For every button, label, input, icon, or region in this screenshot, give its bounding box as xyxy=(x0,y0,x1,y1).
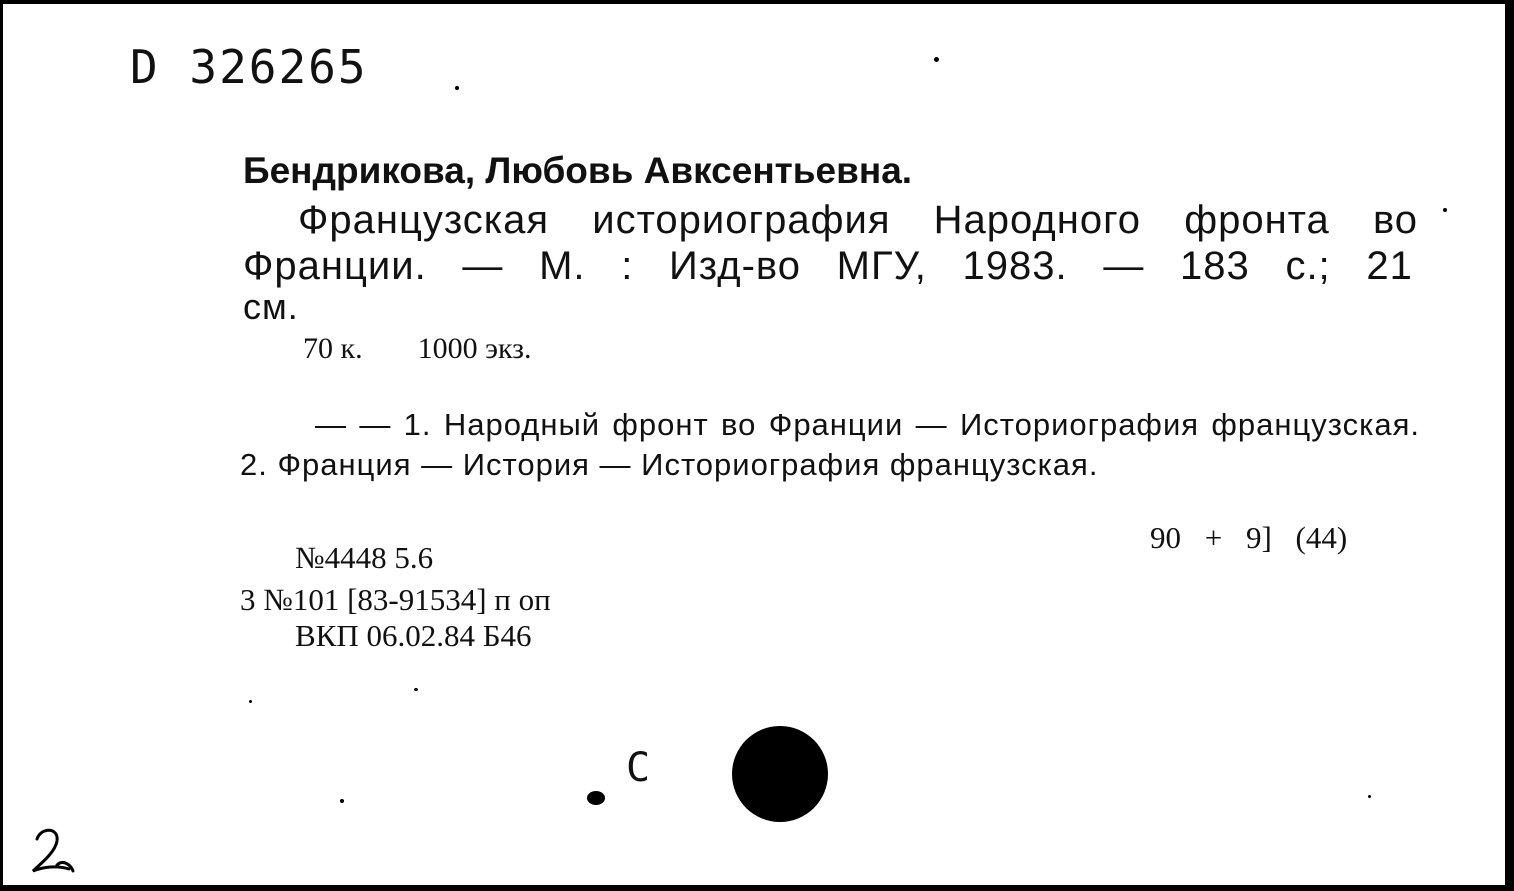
imprint-word: 1983. xyxy=(962,244,1068,288)
imprint-word: Изд-во xyxy=(669,244,801,288)
order-line-1: №4448 5.6 xyxy=(295,540,434,575)
author-heading: Бендрикова, Любовь Авксентьевна. xyxy=(243,150,913,191)
imprint-word: 183 xyxy=(1180,244,1250,288)
title-word: Народного xyxy=(933,198,1142,242)
imprint-word: с.; xyxy=(1285,244,1331,288)
imprint-word: М. xyxy=(539,244,586,288)
size-line: см. xyxy=(243,286,299,327)
title-word: фронта xyxy=(1184,198,1330,242)
call-number: D 326265 xyxy=(130,40,368,94)
title-word: во xyxy=(1372,198,1418,242)
classification-index: 90 + 9] (44) xyxy=(1150,520,1348,555)
subject-headings: — — 1. Народный фронт во Франции — Историография французская. 2. Франция — История — Историография французская. xyxy=(240,407,1420,482)
ink-speck xyxy=(340,799,344,803)
imprint-word: : xyxy=(621,244,634,288)
order-line-3: ВКП 06.02.84 Б46 xyxy=(295,618,532,653)
ink-speck xyxy=(414,688,418,691)
ink-blot xyxy=(587,791,605,805)
order-line-2: 3 №101 [83-91534] п оп xyxy=(240,582,551,617)
card-border-right xyxy=(1505,0,1514,891)
ink-speck xyxy=(1443,208,1447,212)
handwritten-number xyxy=(27,825,77,877)
imprint-word: МГУ, xyxy=(836,244,927,288)
title-line-2 xyxy=(243,244,1413,289)
ink-speck xyxy=(455,86,459,90)
imprint-word: Франции. xyxy=(243,244,427,288)
ink-speck xyxy=(934,57,939,62)
card-border-bottom xyxy=(0,885,1514,891)
ink-speck xyxy=(1368,795,1371,798)
imprint-word: — xyxy=(462,244,504,288)
title-word: Французская xyxy=(298,198,550,242)
punch-hole xyxy=(732,726,828,822)
imprint-word: 21 xyxy=(1366,244,1413,288)
title-word: историография xyxy=(592,198,891,242)
print-run: 1000 экз. xyxy=(417,332,532,365)
stamp-letter: С xyxy=(626,745,651,791)
imprint-word: — xyxy=(1103,244,1145,288)
price-line xyxy=(303,332,531,366)
ink-speck xyxy=(249,700,252,703)
card-border-left xyxy=(0,0,3,891)
title-line-1 xyxy=(298,198,1418,243)
price: 70 к. xyxy=(303,332,363,365)
card-border-top xyxy=(0,0,1514,4)
